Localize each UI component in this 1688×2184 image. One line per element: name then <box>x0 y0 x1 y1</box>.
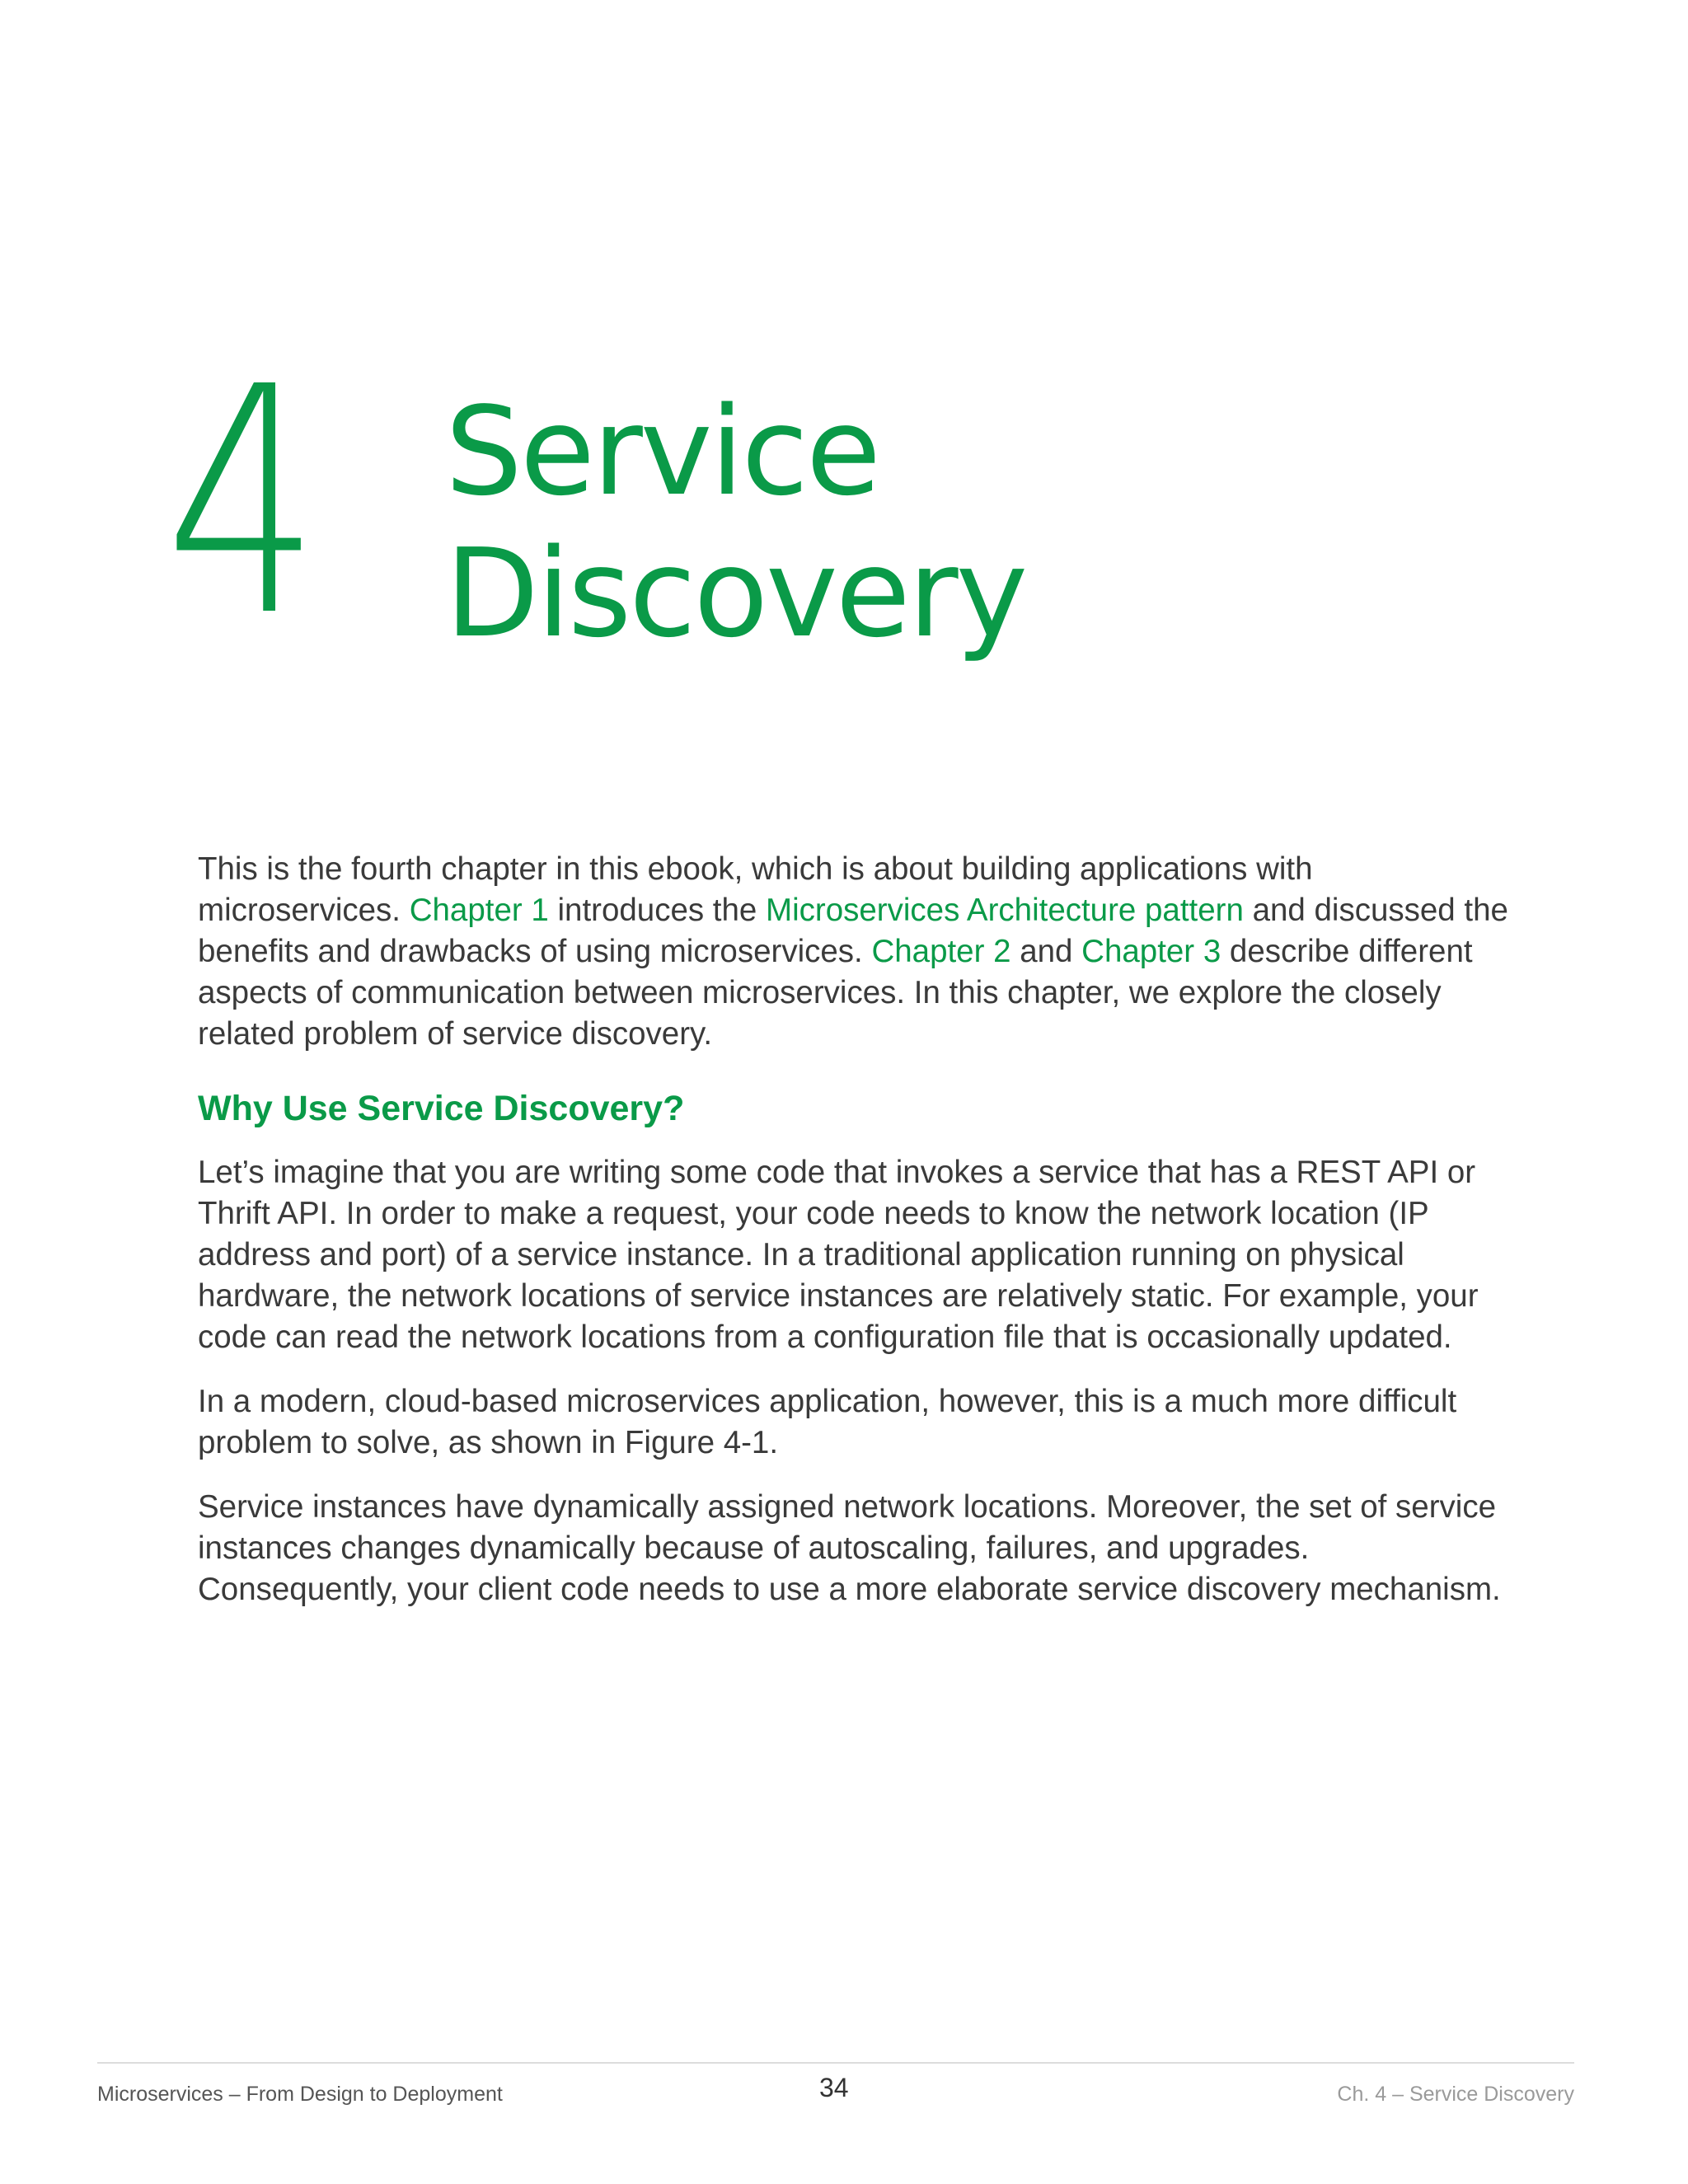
microservices-architecture-pattern-link[interactable]: Microservices Architecture pattern <box>766 893 1244 928</box>
intro-text-4: and <box>1010 934 1082 969</box>
intro-paragraph <box>198 849 1517 1055</box>
section-heading: Why Use Service Discovery? <box>198 1089 685 1128</box>
chapter-title-line-2: Discovery <box>445 523 1026 664</box>
chapter-body <box>198 849 1517 1633</box>
intro-text-5: describe different aspects of communication between microservices. In this chapter, we explore the closely related problem of service discovery. <box>198 934 1473 1052</box>
intro-text-2: introduces the <box>548 893 767 928</box>
intro-text-3: and discussed the benefits and drawbacks of using microservices. <box>198 893 1508 969</box>
body-paragraph-3: Service instances have dynamically assigned network locations. Moreover, the set of service instances changes dynamically because of autoscaling, failures, and upgrades. Consequently, your client code needs to use a more elaborate service discovery mechanism. <box>198 1489 1501 1607</box>
chapter-1-link[interactable]: Chapter 1 <box>409 893 549 928</box>
footer-page-number: 34 <box>819 2073 849 2102</box>
body-paragraph-2: In a modern, cloud-based microservices application, however, this is a much more difficult problem to solve, as shown in Figure 4-1. <box>198 1384 1457 1460</box>
body-paragraph-1: Let’s imagine that you are writing some code that invokes a service that has a REST API or Thrift API. In order to make a request, your code needs to know the network location (IP address and port) of a service instance. In a traditional application running on physical hardware, the network locations of service instances are relatively static. For example, your code can read the network locations from a configuration file that is occasionally updated. <box>198 1155 1479 1355</box>
chapter-title <box>445 381 1025 664</box>
chapter-number: 4 <box>165 320 314 685</box>
footer-chapter-label: Ch. 4 – Service Discovery <box>1337 2083 1574 2106</box>
chapter-3-link[interactable]: Chapter 3 <box>1081 934 1221 969</box>
intro-text-1: This is the fourth chapter in this ebook, which is about building applications with microservices. <box>198 851 1313 928</box>
footer-book-title: Microservices – From Design to Deployment <box>97 2083 503 2106</box>
chapter-2-link[interactable]: Chapter 2 <box>871 934 1011 969</box>
chapter-title-line-1: Service <box>445 381 879 523</box>
footer-divider <box>97 2062 1574 2064</box>
